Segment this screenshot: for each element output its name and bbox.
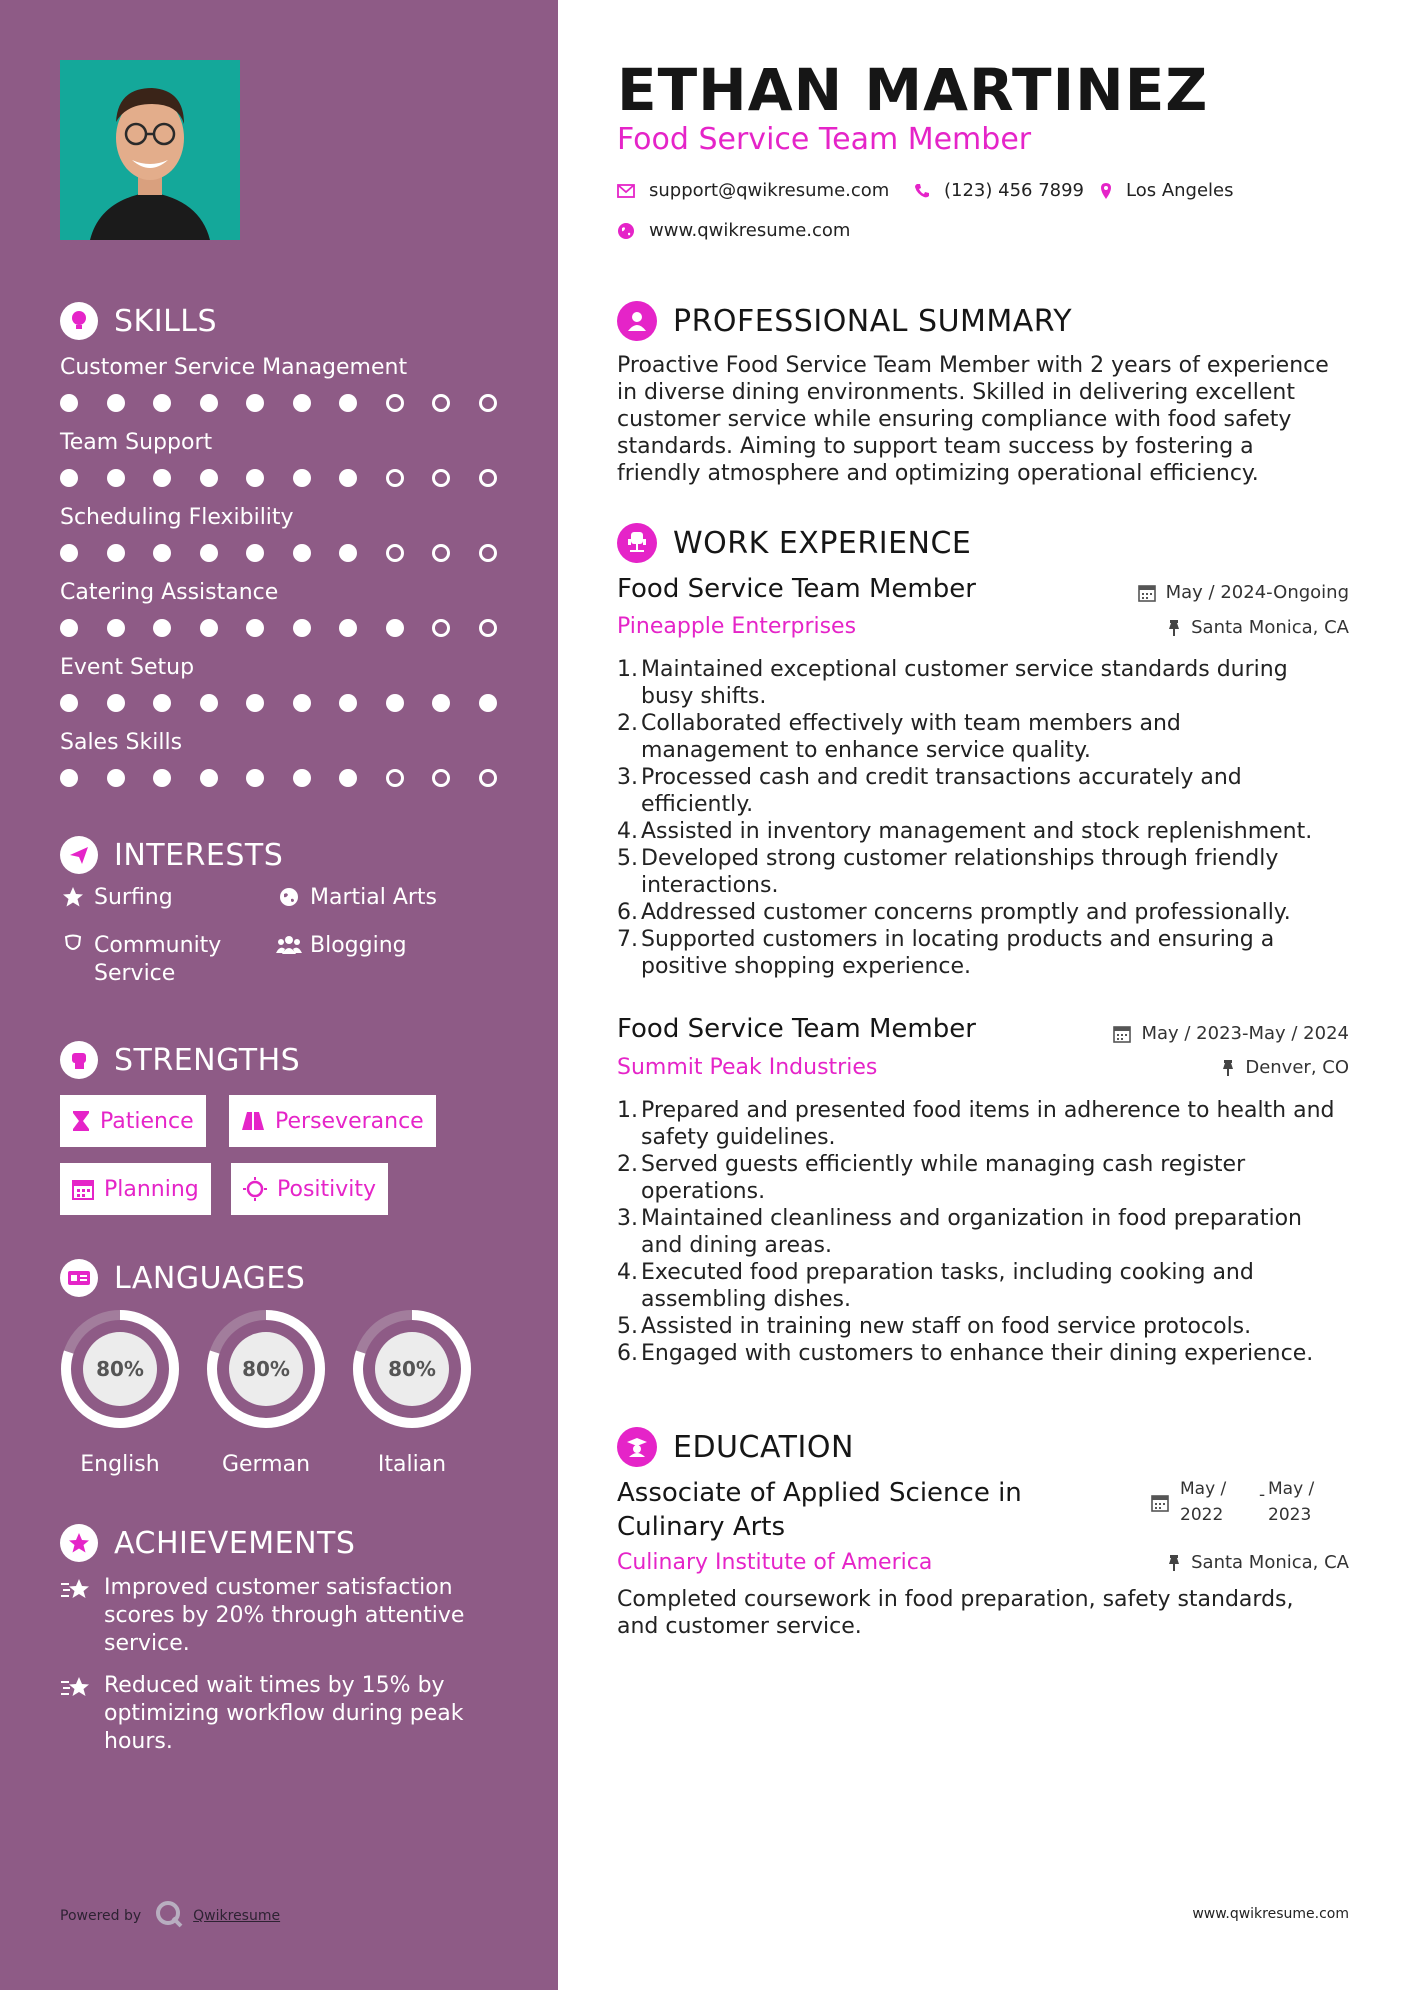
list-item xyxy=(617,764,1362,818)
list-text: Assisted in training new staff on food service protocols. xyxy=(641,1314,1252,1339)
rating-dot-filled xyxy=(246,619,264,637)
language-item xyxy=(59,1308,181,1477)
job-company: Summit Peak Industries xyxy=(617,1055,878,1080)
contact-website[interactable]: www.qwikresume.com xyxy=(617,220,850,241)
list-text: Maintained cleanliness and organization in food preparation and dining areas. xyxy=(641,1206,1302,1258)
shooting-star-icon xyxy=(60,1672,94,1756)
skill-name: Catering Assistance xyxy=(60,580,279,605)
rating-dot-filled xyxy=(107,769,125,787)
globe-icon xyxy=(617,222,635,240)
interests-heading: INTERESTS xyxy=(60,836,283,874)
graduate-icon xyxy=(617,1427,657,1467)
rating-dot-filled xyxy=(60,469,78,487)
list-number: 7. xyxy=(617,927,638,952)
skill-name: Event Setup xyxy=(60,655,195,680)
skill-name: Scheduling Flexibility xyxy=(60,505,294,530)
job-title: Food Service Team Member xyxy=(617,1014,976,1044)
interest-item: Community Service xyxy=(60,932,221,988)
list-text: Served guests efficiently while managing cash register operations. xyxy=(641,1152,1246,1204)
list-item xyxy=(617,710,1362,764)
list-item xyxy=(617,1259,1362,1313)
sidebar xyxy=(0,0,558,1990)
pushpin-icon xyxy=(1167,1554,1181,1572)
rating-dot-empty xyxy=(479,469,497,487)
list-number: 4. xyxy=(617,1260,638,1285)
languages-heading: LANGUAGES xyxy=(60,1259,305,1297)
rating-dot-filled xyxy=(200,619,218,637)
qwikresume-logo-icon xyxy=(155,1900,183,1932)
list-number: 5. xyxy=(617,1314,638,1339)
skill-item xyxy=(60,728,500,789)
achievement-item: Improved customer satisfaction scores by 20% through attentive service. xyxy=(60,1574,500,1658)
list-text: Processed cash and credit transactions accurately and efficiently. xyxy=(641,765,1242,817)
skill-item xyxy=(60,428,500,489)
rating-dot-filled xyxy=(293,544,311,562)
list-text: Engaged with customers to enhance their dining experience. xyxy=(641,1341,1314,1366)
rating-dot-filled xyxy=(246,769,264,787)
list-number: 3. xyxy=(617,1206,638,1231)
shooting-star-icon xyxy=(60,1574,94,1658)
school-name: Culinary Institute of America xyxy=(617,1550,933,1575)
language-name: Italian xyxy=(377,1452,447,1477)
skills-heading: SKILLS xyxy=(60,302,217,340)
phone-icon xyxy=(914,183,930,199)
language-percent: 80% xyxy=(242,1357,290,1381)
summary-heading: PROFESSIONAL SUMMARY xyxy=(617,301,1072,341)
rating-dot-filled xyxy=(200,394,218,412)
rating-dot-empty xyxy=(432,469,450,487)
education-start-date: May / 2022 xyxy=(1180,1479,1227,1525)
rating-dot-filled xyxy=(339,544,357,562)
rating-dot-filled xyxy=(153,769,171,787)
list-text: Supported customers in locating products and ensuring a positive shopping experience. xyxy=(641,927,1275,979)
powered-by: Powered by Qwikresume xyxy=(60,1900,280,1932)
profile-photo xyxy=(60,60,240,240)
calendar-icon xyxy=(1151,1494,1169,1516)
skill-rating xyxy=(60,542,500,564)
hourglass-icon xyxy=(72,1110,90,1132)
rating-dot-filled xyxy=(246,394,264,412)
list-number: 2. xyxy=(617,1152,638,1177)
rating-dot-filled xyxy=(153,469,171,487)
rating-dot-filled xyxy=(107,619,125,637)
summary-text: Proactive Food Service Team Member with 2 years of experience in diverse dining environments. Skilled in delivering excellent customer service while ensuring compliance with food safety standards. Aiming to support team success by fostering a friendly atmosphere and optimizing operational efficiency. xyxy=(617,353,1329,486)
job-title: Food Service Team Member xyxy=(617,574,976,604)
list-item xyxy=(617,899,1362,926)
education-description: Completed coursework in food preparation, safety standards, and customer service. xyxy=(617,1587,1294,1639)
contact-location: Los Angeles xyxy=(1100,180,1234,201)
language-card-icon xyxy=(60,1259,98,1297)
star-icon xyxy=(60,884,86,908)
qwikresume-link[interactable]: Qwikresume xyxy=(193,1908,281,1924)
language-percent: 80% xyxy=(96,1357,144,1381)
list-text: Assisted in inventory management and stock replenishment. xyxy=(641,819,1313,844)
rating-dot-filled xyxy=(339,619,357,637)
fist-icon xyxy=(60,1041,98,1079)
skill-rating xyxy=(60,392,500,414)
rating-dot-filled xyxy=(60,544,78,562)
job-date: May / 2024-Ongoing xyxy=(1138,582,1349,603)
job-date: May / 2023-May / 2024 xyxy=(1113,1023,1349,1044)
office-chair-icon xyxy=(617,523,657,563)
road-icon xyxy=(241,1111,265,1131)
strength-badge: Perseverance xyxy=(229,1095,436,1147)
list-number: 3. xyxy=(617,765,638,790)
list-text: Maintained exceptional customer service standards during busy shifts. xyxy=(641,657,1288,709)
list-item xyxy=(617,656,1362,710)
rating-dot-empty xyxy=(386,469,404,487)
pushpin-icon xyxy=(1221,1059,1235,1077)
users-icon xyxy=(276,932,302,956)
rating-dot-filled xyxy=(200,544,218,562)
paper-plane-icon xyxy=(60,836,98,874)
pushpin-icon xyxy=(1167,619,1181,637)
rating-dot-filled xyxy=(386,619,404,637)
education-date-dash: - xyxy=(1259,1485,1266,1505)
list-text: Addressed customer concerns promptly and professionally. xyxy=(641,900,1291,925)
candidate-role: Food Service Team Member xyxy=(617,122,1032,157)
school-location: Santa Monica, CA xyxy=(1167,1552,1349,1573)
rating-dot-filled xyxy=(60,694,78,712)
rating-dot-filled xyxy=(153,544,171,562)
sun-icon xyxy=(243,1177,267,1201)
map-pin-icon xyxy=(1100,182,1112,200)
rating-dot-filled xyxy=(153,394,171,412)
rating-dot-filled xyxy=(107,694,125,712)
candidate-name: ETHAN MARTINEZ xyxy=(617,56,1209,124)
rating-dot-filled xyxy=(60,394,78,412)
rating-dot-filled xyxy=(60,619,78,637)
rating-dot-filled xyxy=(153,694,171,712)
star-badge-icon xyxy=(60,1524,98,1562)
rating-dot-filled xyxy=(246,544,264,562)
job-location: Santa Monica, CA xyxy=(1167,617,1349,638)
list-text: Developed strong customer relationships through friendly interactions. xyxy=(641,846,1279,898)
rating-dot-filled xyxy=(479,694,497,712)
list-text: Executed food preparation tasks, including cooking and assembling dishes. xyxy=(641,1260,1254,1312)
list-item xyxy=(617,926,1362,980)
list-text: Collaborated effectively with team members and management to enhance service quality. xyxy=(641,711,1181,763)
list-item xyxy=(617,818,1362,845)
rating-dot-filled xyxy=(246,694,264,712)
list-number: 2. xyxy=(617,711,638,736)
rating-dot-empty xyxy=(479,394,497,412)
interest-item: Martial Arts xyxy=(276,884,437,912)
rating-dot-empty xyxy=(479,619,497,637)
skill-item xyxy=(60,578,500,639)
rating-dot-filled xyxy=(339,769,357,787)
footer-url[interactable]: www.qwikresume.com xyxy=(1192,1906,1349,1922)
skill-item xyxy=(60,653,500,714)
rating-dot-filled xyxy=(107,394,125,412)
rating-dot-empty xyxy=(432,769,450,787)
rating-dot-filled xyxy=(246,469,264,487)
skill-name: Customer Service Management xyxy=(60,355,408,380)
list-item xyxy=(617,1313,1362,1340)
job-location: Denver, CO xyxy=(1221,1057,1349,1078)
user-icon xyxy=(617,301,657,341)
skill-rating xyxy=(60,692,500,714)
rating-dot-filled xyxy=(339,469,357,487)
skill-name: Sales Skills xyxy=(60,730,183,755)
list-number: 6. xyxy=(617,1341,638,1366)
envelope-icon xyxy=(617,184,635,198)
list-number: 4. xyxy=(617,819,638,844)
job-responsibilities xyxy=(617,1097,1362,1367)
skill-item xyxy=(60,353,500,414)
rating-dot-empty xyxy=(479,769,497,787)
rating-dot-filled xyxy=(200,694,218,712)
rating-dot-filled xyxy=(200,469,218,487)
degree-title: Associate of Applied Science in Culinary Arts xyxy=(617,1478,1022,1542)
rating-dot-filled xyxy=(153,619,171,637)
globe-icon xyxy=(276,884,302,908)
skill-rating xyxy=(60,767,500,789)
achievements-heading: ACHIEVEMENTS xyxy=(60,1524,355,1562)
list-item xyxy=(617,1097,1362,1151)
rating-dot-empty xyxy=(386,769,404,787)
list-number: 1. xyxy=(617,1098,638,1123)
list-item xyxy=(617,1151,1362,1205)
rating-dot-filled xyxy=(432,694,450,712)
rating-dot-filled xyxy=(339,394,357,412)
calendar-icon xyxy=(1138,584,1156,602)
strength-badge: Planning xyxy=(60,1163,211,1215)
rating-dot-empty xyxy=(479,544,497,562)
language-item xyxy=(351,1308,473,1477)
skill-item xyxy=(60,503,500,564)
rating-dot-filled xyxy=(293,394,311,412)
job-responsibilities xyxy=(617,656,1362,980)
interest-item: Surfing xyxy=(60,884,173,912)
contact-email[interactable]: support@qwikresume.com xyxy=(617,180,889,201)
contact-phone[interactable]: (123) 456 7899 xyxy=(914,180,1084,201)
rating-dot-filled xyxy=(293,619,311,637)
list-item xyxy=(617,1340,1362,1367)
language-name: German xyxy=(221,1452,311,1477)
work-heading: WORK EXPERIENCE xyxy=(617,523,971,563)
skill-name: Team Support xyxy=(60,430,213,455)
education-end-date: May / 2023 xyxy=(1268,1479,1315,1525)
strength-badge: Positivity xyxy=(231,1163,388,1215)
list-text: Prepared and presented food items in adherence to health and safety guidelines. xyxy=(641,1098,1335,1150)
list-number: 1. xyxy=(617,657,638,682)
rating-dot-filled xyxy=(107,469,125,487)
lightbulb-icon xyxy=(60,302,98,340)
shield-icon xyxy=(60,932,86,954)
list-item xyxy=(617,845,1362,899)
language-item xyxy=(205,1308,327,1477)
rating-dot-empty xyxy=(432,619,450,637)
strength-badge: Patience xyxy=(60,1095,206,1147)
list-number: 5. xyxy=(617,846,638,871)
rating-dot-filled xyxy=(339,694,357,712)
rating-dot-filled xyxy=(293,769,311,787)
rating-dot-empty xyxy=(386,544,404,562)
rating-dot-filled xyxy=(107,544,125,562)
rating-dot-filled xyxy=(200,769,218,787)
rating-dot-filled xyxy=(386,694,404,712)
rating-dot-filled xyxy=(293,469,311,487)
language-name: English xyxy=(80,1452,160,1477)
rating-dot-empty xyxy=(432,394,450,412)
language-percent: 80% xyxy=(388,1357,436,1381)
list-number: 6. xyxy=(617,900,638,925)
achievement-item: Reduced wait times by 15% by optimizing workflow during peak hours. xyxy=(60,1672,500,1756)
list-item xyxy=(617,1205,1362,1259)
skill-rating xyxy=(60,617,500,639)
interest-item: Blogging xyxy=(276,932,407,960)
education-heading: EDUCATION xyxy=(617,1427,854,1467)
job-company: Pineapple Enterprises xyxy=(617,614,857,639)
skill-rating xyxy=(60,467,500,489)
rating-dot-empty xyxy=(432,544,450,562)
calendar-icon xyxy=(1113,1025,1131,1043)
calendar-icon xyxy=(72,1178,94,1200)
rating-dot-empty xyxy=(386,394,404,412)
rating-dot-filled xyxy=(293,694,311,712)
strengths-heading: STRENGTHS xyxy=(60,1041,300,1079)
rating-dot-filled xyxy=(60,769,78,787)
